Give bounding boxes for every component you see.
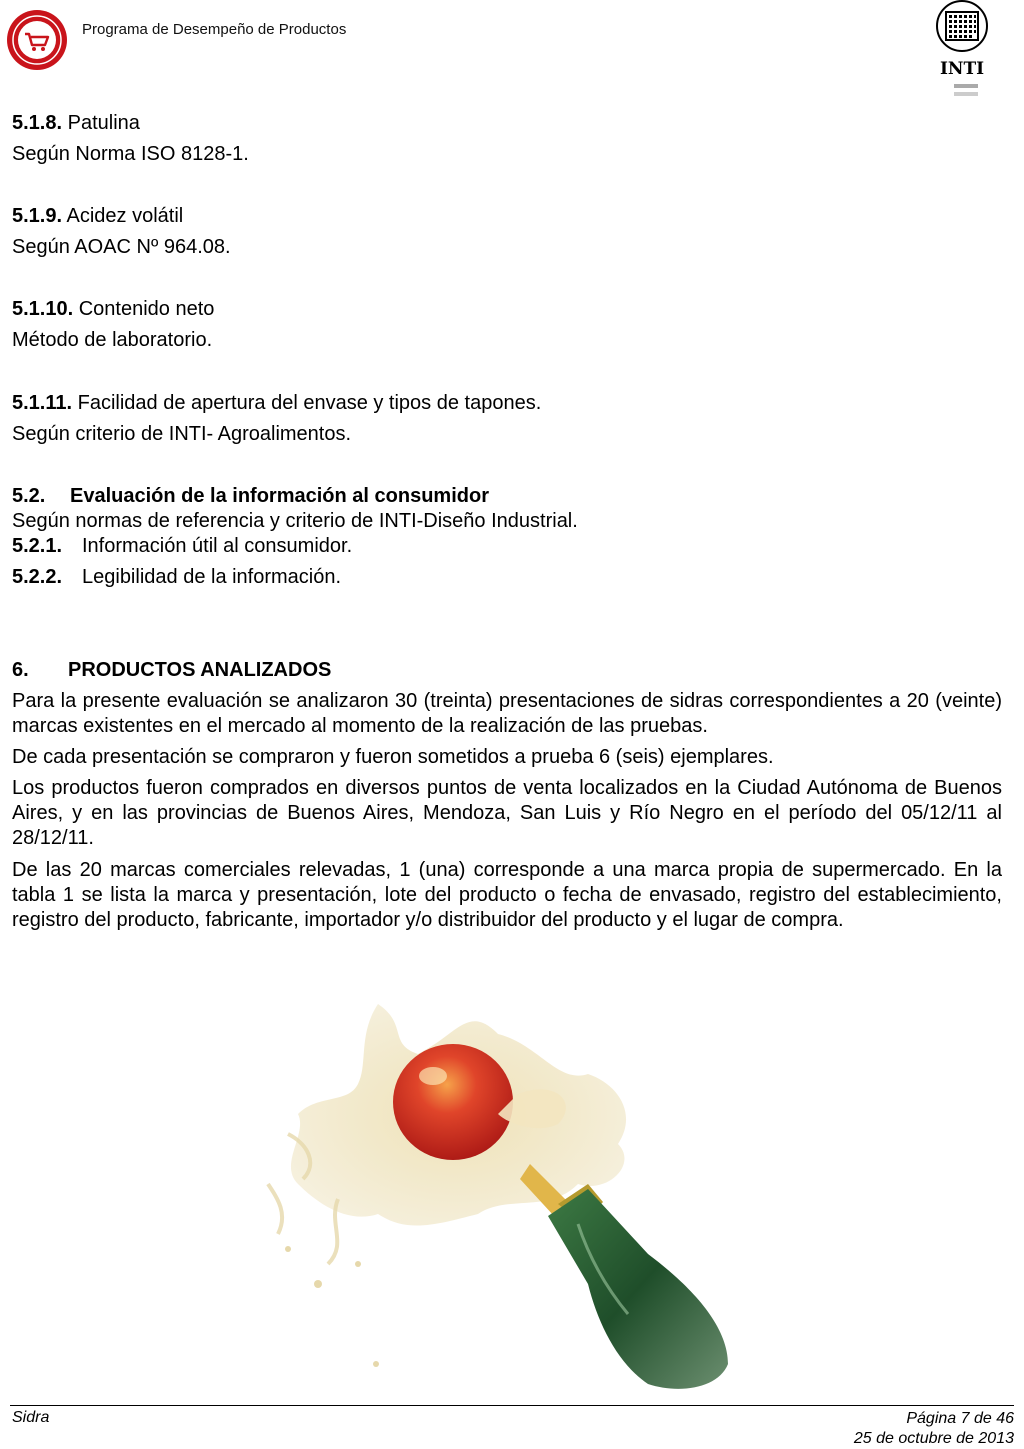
section-5-1-9-body: Según AOAC Nº 964.08. — [12, 236, 231, 258]
section-5-1-8-body: Según Norma ISO 8128-1. — [12, 143, 249, 165]
section-5-2-2-item: 5.2.2. Legibilidad de la información. — [12, 566, 342, 588]
section-5-2-heading: 5.2. Evaluación de la información al consumidor — [12, 485, 489, 507]
footer-date: 25 de octubre de 2013 — [853, 1430, 1014, 1447]
section-6-paragraph-3: Los productos fueron comprados en diversos puntos de venta localizados en la Ciudad Autónoma de Buenos Aires, y en las provincias de Buenos Aires, Mendoza, San Luis y Río Negro en el período del 05/12/11 al 28/12/11. — [12, 777, 1002, 849]
section-6-heading: 6. PRODUCTOS ANALIZADOS — [12, 659, 332, 681]
section-6-paragraph-1: Para la presente evaluación se analizaron 30 (treinta) presentaciones de sidras correspondientes a 20 (veinte) marcas existentes en el mercado al momento de la realización de las pruebas. — [12, 690, 1002, 737]
program-title: Programa de Desempeño de Productos — [82, 21, 347, 38]
section-5-1-10-heading: 5.1.10. Contenido neto — [12, 298, 215, 320]
section-5-1-11-body: Según criterio de INTI- Agroalimentos. — [12, 423, 352, 445]
section-5-1-9-heading: 5.1.9. Acidez volátil — [12, 205, 184, 227]
section-5-2-1-item: 5.2.1. Información útil al consumidor. — [12, 535, 353, 557]
footer-page-number: Página 7 de 46 — [906, 1410, 1014, 1427]
section-5-2-body: Según normas de referencia y criterio de INTI-Diseño Industrial. — [12, 510, 578, 532]
section-5-1-8-heading: 5.1.8. Patulina — [12, 112, 140, 134]
section-6-paragraph-4: De las 20 marcas comerciales relevadas, 1 (una) corresponde a una marca propia de supermercado. En la tabla 1 se lista la marca y presentación, lote del producto o fecha de envasado, registro del establecimiento, registro del producto, fabricante, importador y/o distribuidor del producto y el lugar de compra. — [12, 859, 1002, 931]
inti-logo — [932, 0, 992, 104]
section-5-1-11-heading: 5.1.11. Facilidad de apertura del envase y tipos de tapones. — [12, 392, 542, 414]
footer-rule — [10, 1405, 1014, 1406]
section-6-paragraph-2: De cada presentación se compraron y fueron sometidos a prueba 6 (seis) ejemplares. — [12, 746, 774, 768]
cider-apple-splash-photo — [258, 984, 818, 1394]
program-seal-logo — [6, 9, 68, 71]
footer-document-name: Sidra — [12, 1409, 50, 1426]
inti-logo-text: INTI — [939, 59, 985, 79]
section-5-1-10-body: Método de laboratorio. — [12, 329, 213, 351]
footer-page-info — [854, 1409, 1014, 1449]
